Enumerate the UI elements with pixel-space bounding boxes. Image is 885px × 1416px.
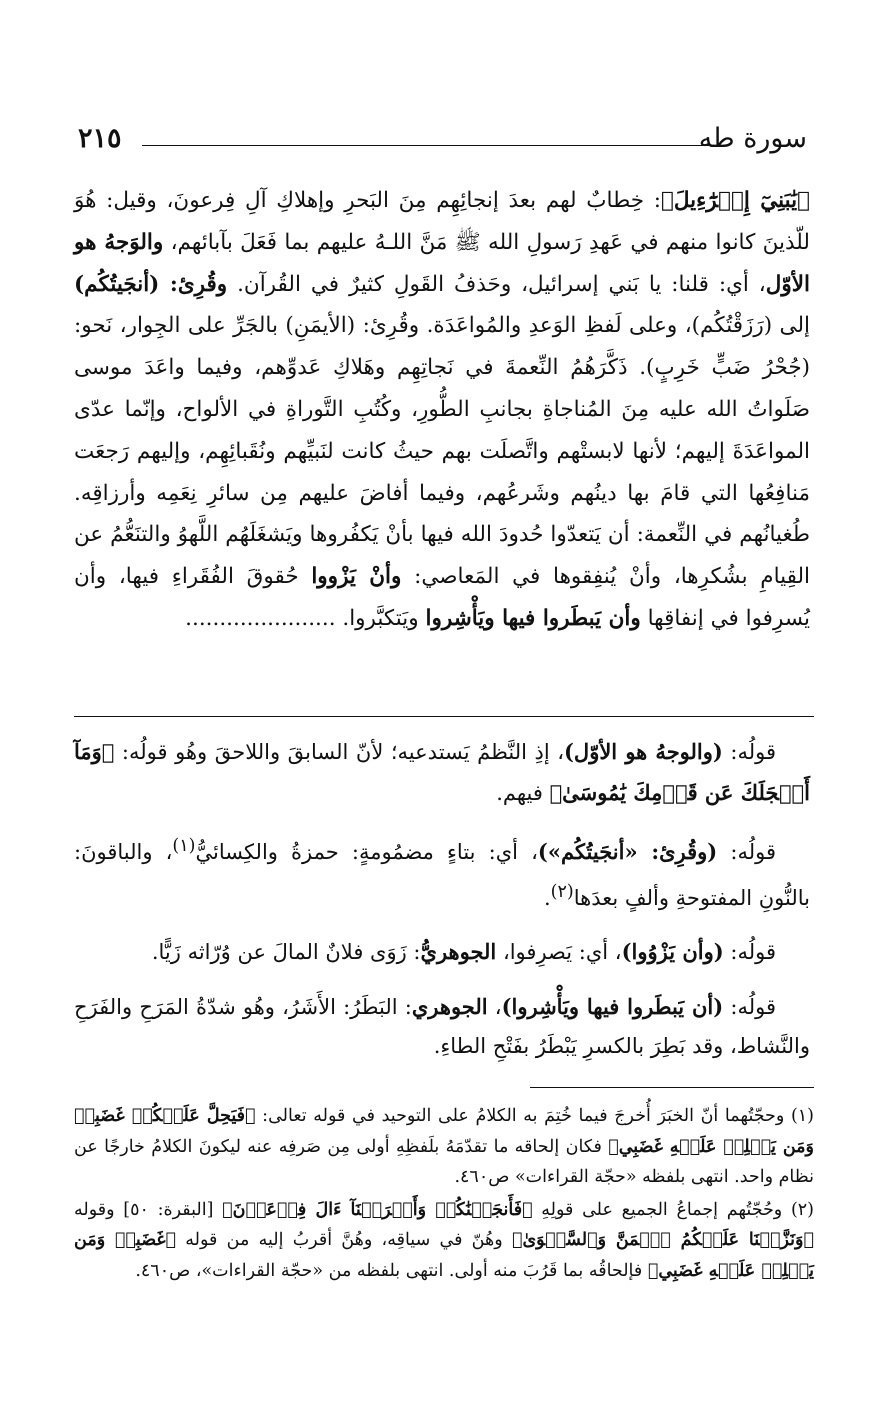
commentary-text: : زَوَى فلانٌ المالَ عن وُرّاثه زَيًّا. [151,940,421,964]
quran-verse: ﴿غَضَبِيۖ وَمَن يَحۡلِلۡ عَلَيۡهِ غَضَبِي﴾ [74,1230,814,1281]
quran-bracket-open: ﴿ [797,188,810,213]
quran-verse: ﴿وَنَزَّلۡنَا عَلَيۡكُمُ ٱلۡمَنَّ وَٱلسَّلۡوَىٰ﴾ [511,1230,814,1250]
commentary-text: ، أي: بتاءٍ مضمُومةٍ: حمزةُ والكِسائيُّ [195,840,538,864]
bold-phrase: وأن يَبطَروا فيها ويَأْشِروا [425,605,641,631]
commentary-quote: (وقُرِئ: «أنجَيتُكُم») [537,839,718,864]
page-number: ٢١٥ [78,123,122,154]
main-text-run: إلى (رَزَقْتُكُم)، وعلى لَفظِ الوَعدِ والمُواعَدَة. وقُرِئ: (الأيمَنِ) بالجَرِّ على الجِوار، نَحو: (جُحْرُ ضَبٍّ خَرِبٍ). ذَكَّرَهُمُ النِّعمةَ في نَجاتِهِم وهَلاكِ عَدوِّهم، وفيما واعَدَ موسى صَلَواتُ الله عليه مِنَ المُناجاةِ بجانبِ الطُّورِ، وكُتُبِ التَّوراةِ في الألواح، وإنّما عدّى المواعَدَةَ إليهم؛ لأنها لابستْهم واتَّصلَت بهم حيثُ كانت لنَبيِّهم ونُقَبائِهِم، وإليهم رَجعَت مَنافِعُها التي قامَ بها دينُهم وشَرعُهم، وفيما أفاضَ عليهم مِن سائرِ نِعَمِه وأرزاقِه. طُغيانُهم في النِّعمة: أن يَتعدّوا حُدودَ الله فيها بأنْ يَكفُروها ويَشغَلَهُم اللَّهوُ والتنَعُّمُ عن القِيامِ بشُكرِها، وأنْ يُنفِقوها في المَعاصي: [74,313,811,590]
commentary-quote: (وأن يَزْوُوا) [621,939,724,964]
commentary-text: فيهم. [496,780,550,805]
footnote [74,1195,814,1287]
footnote-number: (٢) [790,1199,814,1220]
footnote-ref: (١) [172,836,196,856]
commentary-lead: قولُه: [723,940,776,964]
commentary-text: : البَطَرُ: الأَشَرُ، وهُو شدّةُ المَرَحِ والفَرَحِ والنَّشاط، وقد بَطِرَ بالكسرِ يَبْطَرُ بفَتْحِ الطاءِ. [74,994,810,1058]
commentary-quote: (أن يَبطَروا فيها ويَأْشِروا) [501,993,724,1019]
commentary-paragraph [74,827,810,918]
commentary-lead: قولُه: [717,840,776,864]
footnote-text: فإلحاقُه بما قَرُبَ منه أولى. انتهى بلفظه من «حجّة القراءات»، ص٤٦٠. [135,1260,648,1281]
commentary-quote: (والوجهُ هو الأوّل) [564,739,723,764]
footnote-text: فكان إلحاقه ما تقدّمَهُ بلَفظِهِ أولى مِن صَرفِه عنه ليكونَ الكلامُ خارجًا عن نظام واحد. انتهى بلفظه «حجّة القراءات» ص٤٦٠. [74,1136,814,1187]
commentary-lead: قولُه: [722,740,777,764]
main-text-run: ، أي: قلنا: يا بَني إسرائيل، وحَذفُ القَولِ كثيرٌ في القُرآن. [227,271,766,297]
footnote-ref: (٢) [550,881,574,902]
source-name: الجوهري [411,993,488,1019]
main-paragraph [74,180,810,640]
footnote-separator [530,1087,814,1088]
quran-verse: ﴿فَيَحِلَّ عَلَيۡكُمۡ غَضَبِيۖ وَمَن يَحۡلِلۡ عَلَيۡهِ غَضَبِي﴾ [74,1106,814,1157]
commentary-text: ، إذِ النَّظمُ يَستدعيه؛ لأنّ السابقَ واللاحقَ وهُو قولُه: [114,740,564,764]
commentary-section [74,732,810,1081]
source-name: الجوهريُّ [420,939,497,964]
commentary-paragraph [74,932,810,973]
quran-verse: ﴿فَأَنجَيۡنَٰكُمۡ وَأَغۡرَقۡنَآ ءَالَ فِرۡعَوۡنَ﴾ [222,1199,533,1220]
surah-title: سورة طه [698,123,807,154]
footnote-text: وحجّتُهما أنّ الخبَرَ أُخرجَ فيما خُتِمَ به الكلامُ على التوحيد في قوله تعالى: [255,1106,791,1126]
commentary-paragraph [74,987,810,1067]
commentary-text: ، أي: يَصرِفوا، [496,940,622,964]
commentary-paragraph [74,732,810,813]
main-text-run: : خِطابٌ لهم بعدَ إنجائِهِم مِنَ البَحرِ وإهلاكِ آلِ فِرعونَ، وقيل: هُوَ للّذينَ كانوا منهم في عَهدِ رَسولِ الله ﷺ مَنَّ اللـهُ عليهم بما فَعَلَ بآبائهم، [74,188,810,255]
bold-phrase: وقُرِئ: (أنجَيتُكُم) [74,271,228,297]
main-text-run: ويَتكبَّروا. ...................... [185,605,426,631]
header-rule [142,145,713,146]
quran-verse: يَٰبَنِيٓ إِسۡرَٰٓءِيلَ [673,188,798,213]
running-header [78,120,807,164]
commentary-separator [74,716,814,717]
footnote-number: (١) [790,1106,814,1126]
quran-verse: ﴿وَمَآ أَعۡجَلَكَ عَن قَوۡمِكَ يَٰمُوسَىٰ﴾ [74,739,810,805]
footnote-text: وهُنّ في سياقِه، وهُنَّ أقربُ إليه من قوله [176,1230,512,1250]
commentary-text: . [543,885,551,910]
bold-phrase: وأنْ يَزْووا [311,564,402,590]
footnote-text: [البقرة: ٥٠] وقوله [74,1199,223,1220]
main-text-run: حُقوقَ الفُقَراءِ فيها، وأن يُسرِفوا في إنفاقِها [74,564,810,631]
footnote-text: وحُجّتُهم إجماعُ الجميع على قولِهِ [532,1199,791,1220]
commentary-lead: قولُه: [723,994,777,1019]
commentary-text: ، والباقونَ: بالنُّونِ المفتوحةِ وألفٍ بعدَها [74,840,810,910]
footnotes-section [74,1101,814,1288]
bold-phrase: والوَجهُ هو الأوّل [74,229,810,297]
main-text [74,180,810,640]
commentary-text: ، [487,994,502,1019]
quran-bracket-close: ﴾ [660,188,674,213]
footnote [74,1101,814,1193]
